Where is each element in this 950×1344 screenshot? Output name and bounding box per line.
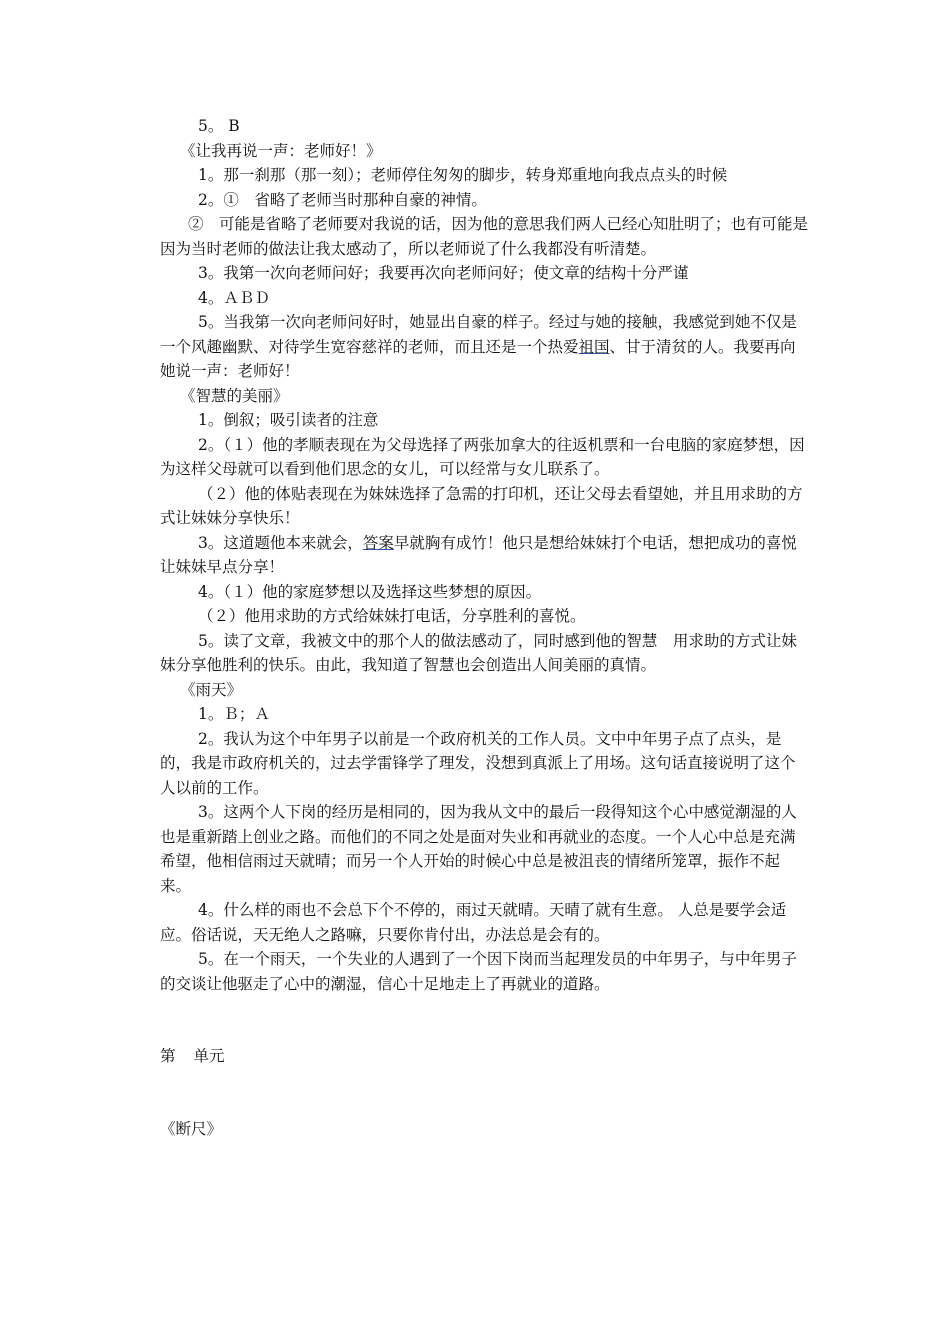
hyperlink[interactable]: 答案	[362, 533, 394, 552]
answer-text	[160, 114, 810, 1141]
answer-5-prev: 5。 B	[198, 117, 240, 135]
answer-text-part: 5。当我第一次向老师问好时，她显出自豪的样子。经过与她的接触，我感觉到她不仅是一个风趣幽默、对待学生宽容慈祥的老师，而且还是一个热爱	[160, 313, 797, 356]
answer-3: 3。这两个人下岗的经历是相同的，因为我从文中的最后一段得知这个心中感觉潮湿的人也是重新踏上创业之路。而他们的不同之处是面对失业和再就业的态度。一个人心中总是充满希望，他相信雨过天就晴；而另一个人开始的时候心中总是被沮丧的情绪所笼罩，振作不起来。	[160, 803, 797, 895]
unit-heading-right: 单元	[193, 1047, 225, 1065]
answer-text-part: 、甘于清贫的人。我要再向她说一声：老师好！	[160, 337, 796, 380]
answer-1: 1。Ｂ；Ａ	[198, 705, 270, 723]
answer-5	[160, 310, 810, 384]
section-title: 《雨天》	[180, 680, 243, 699]
answer-5: 5。在一个雨天，一个失业的人遇到了一个因下岗而当起理发员的中年男子，与中年男子的交谈让他驱走了心中的潮湿，信心十足地走上了再就业的道路。	[160, 950, 797, 993]
hyperlink[interactable]: 祖国	[578, 337, 610, 356]
answer-1: 1。那一刹那（那一刻）；老师停住匆匆的脚步，转身郑重地向我点点头的时候	[198, 166, 728, 184]
answer-text-part: 早就胸有成竹！他只是想给妹妹打个电话，想把成功的喜悦让妹妹早点分享！	[160, 533, 797, 576]
answer-4: 4。什么样的雨也不会总下个不停的，雨过天就晴。天晴了就有生意。 人总是要学会适应。俗话说，天无绝人之路嘛，只要你肯付出，办法总是会有的。	[160, 901, 787, 944]
section-title: 《让我再说一声：老师好！》	[180, 141, 382, 160]
answer-2a: 2。（１）他的孝顺表现在为父母选择了两张加拿大的往返机票和一台电脑的家庭梦想，因为这样父母就可以看到他们思念的女儿，可以经常与女儿联系了。	[160, 435, 805, 478]
answer-4a: 4。（１）他的家庭梦想以及选择这些梦想的原因。	[198, 582, 542, 601]
answer-2b: ② 可能是省略了老师要对我说的话，因为他的意思我们两人已经心知肚明了；也有可能是因为当时老师的做法让我太感动了，所以老师说了什么我都没有听清楚。	[160, 215, 809, 258]
answer-3	[160, 531, 810, 580]
next-section-title: 《断尺》	[160, 1119, 223, 1138]
unit-heading	[160, 1044, 810, 1069]
answer-2: 2。我认为这个中年男子以前是一个政府机关的工作人员。文中中年男子点了点头，是的，我是市政府机关的，过去学雷锋学了理发，没想到真派上了用场。这句话直接说明了这个人以前的工作。	[160, 729, 796, 797]
answer-1: 1。倒叙；吸引读者的注意	[198, 411, 379, 429]
answer-text-part: 3。这道题他本来就会，	[198, 533, 363, 552]
answer-4b: （２）他用求助的方式给妹妹打电话，分享胜利的喜悦。	[198, 607, 586, 625]
answer-5: 5。读了文章，我被文中的那个人的做法感动了，同时感到他的智慧 用求助的方式让妹妹分享他胜利的快乐。由此，我知道了智慧也会创造出人间美丽的真情。	[160, 631, 797, 674]
answer-3: 3。我第一次向老师问好；我要再次向老师问好；使文章的结构十分严谨	[198, 264, 689, 282]
section-title: 《智慧的美丽》	[180, 386, 289, 405]
unit-heading-left: 第	[160, 1047, 176, 1065]
answer-2b: （２）他的体贴表现在为妹妹选择了急需的打印机，还让父母去看望她，并且用求助的方式让妹妹分享快乐！	[160, 484, 803, 527]
spacer	[160, 1069, 810, 1117]
answer-2a: 2。① 省略了老师当时那种自豪的神情。	[198, 190, 487, 209]
answer-4: 4。ＡＢＤ	[198, 288, 270, 307]
spacer	[160, 996, 810, 1044]
